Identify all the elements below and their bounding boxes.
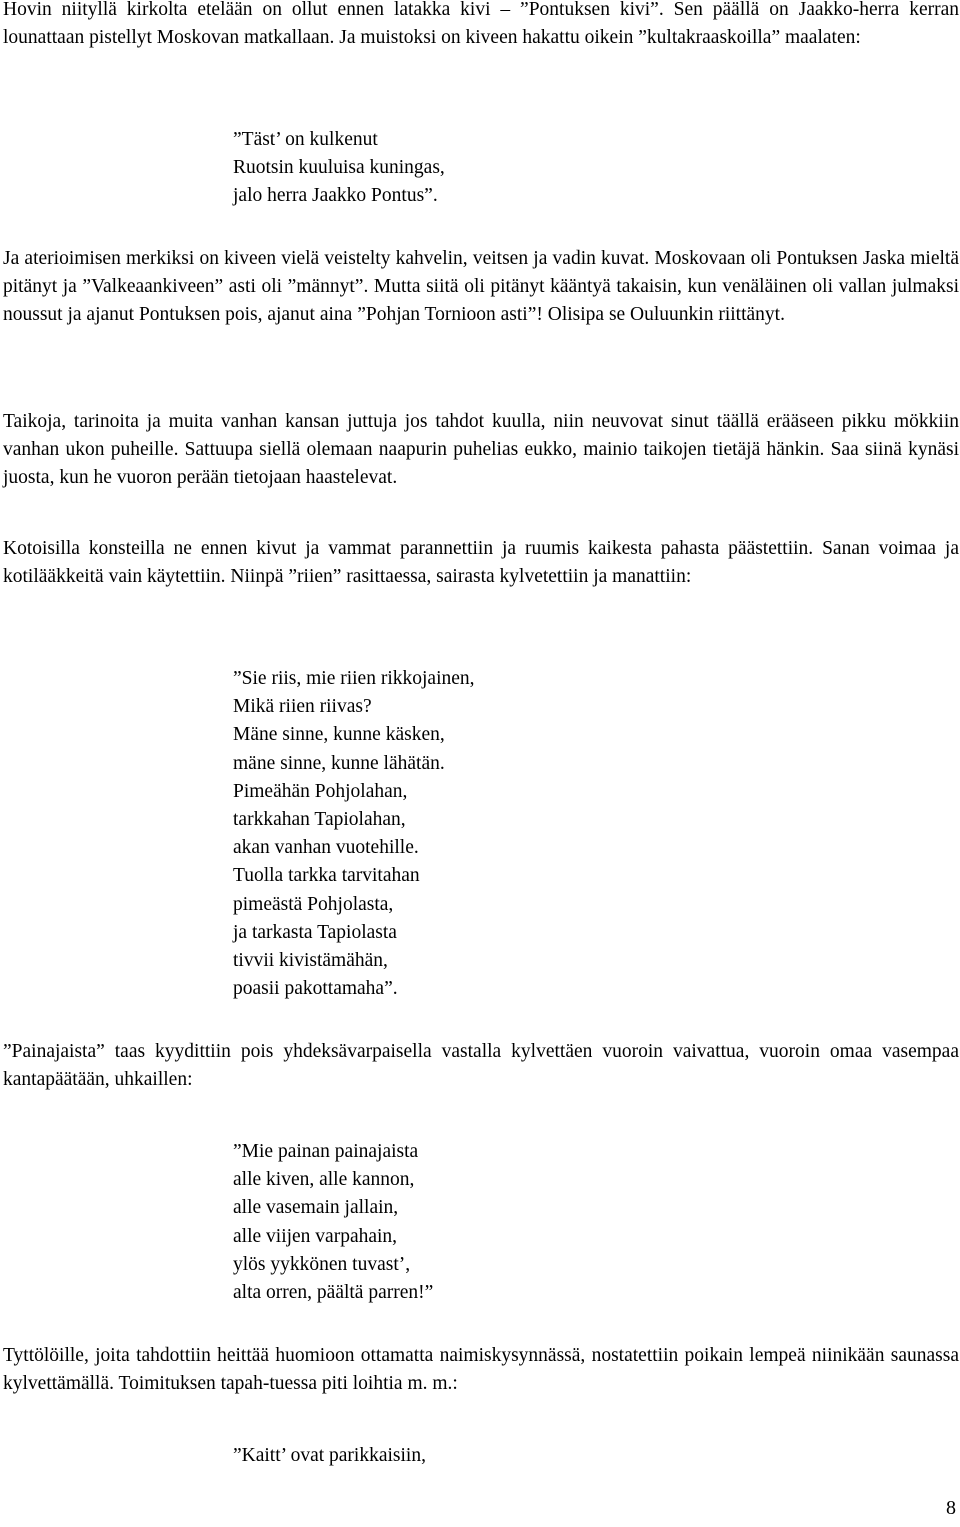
verse-line: poasii pakottamaha”. xyxy=(233,978,398,1000)
verse-line: ”Mie painan painajaista xyxy=(233,1141,419,1162)
verse-line: alle vasemain jallain, xyxy=(233,1197,399,1219)
verse-line: Pimeähän Pohjolahan, xyxy=(233,780,408,802)
verse-line: Tuolla tarkka tarvitahan xyxy=(233,865,420,887)
paragraph-pontus-stone: Hovin niityllä kirkolta etelään on ollut ennen latakka kivi – ”Pontuksen kivi”. Sen päällä on Jaakko-herra kerran lounattaan pistellyt Moskovan matkallaan. Ja muistoksi on kiveen hakattu oikein ”kultakraaskoilla” maalaten: xyxy=(3,0,959,49)
verse-stone-inscription xyxy=(233,126,445,211)
paragraph-dining-marks: Ja aterioimisen merkiksi on kiveen vielä veistelty kahvelin, veitsen ja vadin kuvat. Moskovaan oli Pontuksen Jaska mieltä pitänyt ja ”Valkeaankiveen” asti oli ”männyt”. Mutta siitä oli pitänyt kääntyä takaisin, kun venäläinen oli vallan julmaksi noussut ja ajanut Pontuksen pois, ajanut aina ”Pohjan Tornioon asti”! Olisipa se Ouluunkin riittänyt. xyxy=(3,248,959,326)
paragraph-folk-tales: Taikoja, tarinoita ja muita vanhan kansan juttuja jos tahdot kuulla, niin neuvovat sinut täällä erääseen pikku mökkiin vanhan ukon puheille. Sattuupa siellä olemaan naapurin puhelias eukko, mainio taikojen tietäjä hänkin. Saa siinä kynäsi juosta, kun he vuoron perään tietojaan haastelevat. xyxy=(3,411,959,489)
verse-line: tarkkahan Tapiolahan, xyxy=(233,809,406,831)
paragraph-home-remedies: Kotoisilla konsteilla ne ennen kivut ja vammat parannettiin ja ruumis kaikesta pahasta päästettiin. Sanan voimaa ja kotilääkkeitä vain käytettiin. Niinpä ”riien” rasittaessa, sairasta kylvetettiin ja manattiin: xyxy=(3,538,959,588)
verse-line: alta orren, päältä parren!” xyxy=(233,1282,434,1304)
page-number: 8 xyxy=(946,1497,956,1519)
verse-riisi-charm xyxy=(233,665,475,1003)
verse-line: Mäne sinne, kunne käsken, xyxy=(233,724,445,746)
verse-line: alle viijen varpahain, xyxy=(233,1225,398,1247)
paragraph-nightmare: ”Painajaista” taas kyydittiin pois yhdeksävarpaisella vastalla kylvettäen vuoroin vaivattua, vuoroin omaa vasempaa kantapäätään, uhkaillen: xyxy=(3,1041,959,1091)
verse-line: ”Kaitt’ ovat parikkaisiin, xyxy=(233,1445,426,1466)
verse-line: akan vanhan vuotehille. xyxy=(233,837,419,859)
verse-line: Mikä riien riivas? xyxy=(233,696,372,718)
verse-line: mäne sinne, kunne lähätän. xyxy=(233,752,445,774)
paragraph-love-charm: Tyttölöille, joita tahdottiin heittää huomioon ottamatta naimiskysynnässä, nostatettiin poikain lempeä niinikään saunassa kylvettämällä. Toimituksen tapah-tuessa piti loihtia m. m.: xyxy=(3,1345,959,1395)
verse-line: pimeästä Pohjolasta, xyxy=(233,893,394,915)
verse-nightmare-charm xyxy=(233,1138,433,1307)
verse-line: ”Täst’ on kulkenut xyxy=(233,129,378,150)
verse-line: alle kiven, alle kannon, xyxy=(233,1169,415,1191)
verse-line: tivvii kivistämähän, xyxy=(233,950,388,972)
verse-line: ja tarkasta Tapiolasta xyxy=(233,921,397,943)
verse-love-charm xyxy=(233,1442,426,1470)
verse-line: jalo herra Jaakko Pontus”. xyxy=(233,185,438,207)
verse-line: Ruotsin kuuluisa kuningas, xyxy=(233,157,445,179)
verse-line: ylös yykkönen tuvast’, xyxy=(233,1253,411,1275)
verse-line: ”Sie riis, mie riien rikkojainen, xyxy=(233,668,475,689)
